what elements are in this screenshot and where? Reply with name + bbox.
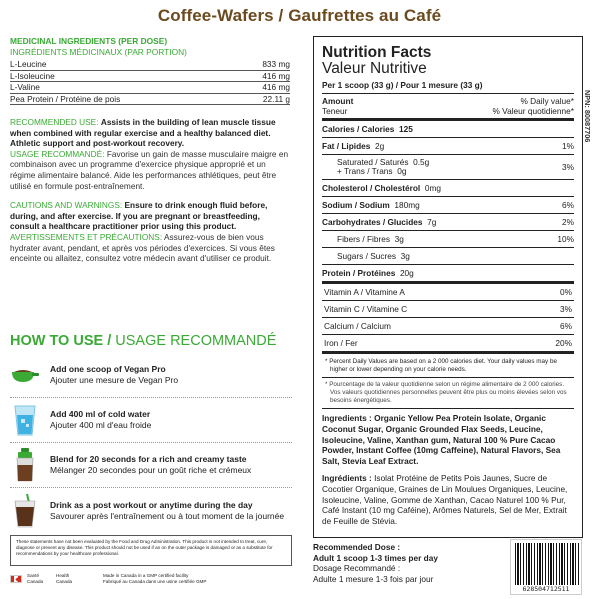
cholesterol-amount: 0mg xyxy=(424,183,441,193)
barcode-number: 628504712511 xyxy=(522,585,570,593)
nutrition-row-cholesterol xyxy=(322,180,574,197)
nutrition-row-saturated-trans xyxy=(322,155,574,180)
cautions-text-en: Ensure to drink enough fluid before, during, and after exercise. If you are pregnant or breastfeeding, consult a healthcare practitioner prior using this product. xyxy=(10,200,268,232)
dv-label-fr: % Valeur quotidienne* xyxy=(492,106,574,116)
how-to-use-heading-fr: USAGE RECOMMANDÉ xyxy=(115,333,277,349)
step-text-fr: Ajouter 400 ml d'eau froide xyxy=(50,420,152,430)
step-item xyxy=(10,443,292,488)
saturated-amount: 0.5g xyxy=(413,157,430,167)
sodium-label: Sodium / Sodium xyxy=(322,200,390,210)
ingredients-text-en: Organic Yellow Pea Protein Isolate, Organic Coconut Sugar, Organic Grounded Flax Seeds, Leucine, Isoleucine, Valine, Xanthan gum, Natural 100 % Pure Cacao Powder, Instant Coffee (10mg Caffeine), Natural Flavors, Sea Salt, Stevia Leaf Extract. xyxy=(322,413,561,467)
sugars-label: Sugars / Sucres xyxy=(337,251,397,261)
vitamin-label: Vitamin C / Vitamine C xyxy=(324,304,408,314)
ingredients-label-en: Ingredients : xyxy=(322,413,372,423)
medicinal-row xyxy=(10,82,290,94)
step-text-en: Add 400 ml of cold water xyxy=(50,409,151,419)
ingredients-text-fr: Isolat Protéine de Petits Pois Jaunes, Sucre de Cocotier Organique, Graines de Lin Moulues Organiques, Leucine, Isoleucine, Valine, Gomme de Xanthan, Cacao Naturel 100 % Pur, Café Instant (10 mg Caféine), Arômes Naturels, Sel de Mer, Extrait de Feuille de Stévia. xyxy=(322,472,568,527)
carbs-dv: 2% xyxy=(562,217,574,227)
medicinal-name: L-Isoleucine xyxy=(10,70,55,81)
nutrition-row-vitamin xyxy=(322,318,574,335)
medicinal-heading xyxy=(10,36,290,57)
footer xyxy=(10,573,206,584)
fat-amount: 2g xyxy=(375,141,385,151)
sat-trans-dv: 3% xyxy=(562,161,574,172)
nutrition-row-protein xyxy=(322,265,574,284)
nutrition-row-carbs xyxy=(322,214,574,231)
sodium-dv: 6% xyxy=(562,200,574,210)
step-item xyxy=(10,488,292,533)
ingredients-label-fr: Ingrédients : xyxy=(322,472,372,483)
dose-label-fr: Dosage Recommandé : xyxy=(313,563,401,573)
amount-label-en: Amount xyxy=(322,96,354,106)
canada-flag-icon xyxy=(10,575,22,583)
health-canada-fr: Santé Canada xyxy=(27,573,44,584)
vitamin-dv: 3% xyxy=(560,304,572,314)
dose-label-en: Recommended Dose : xyxy=(313,542,401,552)
fat-dv: 1% xyxy=(562,141,574,151)
vitamin-label: Iron / Fer xyxy=(324,338,358,348)
gmp-statement-fr: Fabriqué au Canada dans une usine certifiée GMP xyxy=(103,578,207,584)
ingredients-en xyxy=(322,409,574,467)
medicinal-row xyxy=(10,59,290,71)
fda-disclaimer: These statements have not been evaluated by the Food and Drug Administration. This product is not intended to treat, cure, diagnose or prevent any disease. This product should not be used if an on the outer package is damaged or as a substitute for recommendations by your healthcare professional. xyxy=(10,535,292,566)
nutrition-title-en: Nutrition Facts xyxy=(322,44,432,61)
ingredients-fr xyxy=(322,467,574,527)
nutrition-row-fat xyxy=(322,138,574,155)
calories-label: Calories / Calories xyxy=(322,124,395,134)
gmp-statement-en: Made in Canada in a GMP certified facility xyxy=(103,573,189,578)
cholesterol-label: Cholesterol / Cholestérol xyxy=(322,183,421,193)
step-text-en: Drink as a post workout or anytime during the day xyxy=(50,499,253,510)
vitamin-dv: 0% xyxy=(560,287,572,297)
vitamin-label: Calcium / Calcium xyxy=(324,321,391,331)
vitamin-dv: 6% xyxy=(560,321,572,331)
nutrition-row-vitamin xyxy=(322,284,574,301)
medicinal-value: 833 mg xyxy=(262,59,290,69)
recommended-use-label-fr: USAGE RECOMMANDÉ: xyxy=(10,148,105,159)
step-text-en: Blend for 20 seconds for a rich and creamy taste xyxy=(50,454,247,464)
fibres-amount: 3g xyxy=(394,234,404,244)
cautions-text-fr: Assurez-vous de bien vous hydrater avant, pendant, et après vos périodes d'exercices. Si vous êtes enceinte ou allaitez, consultez votre médecin avant d'utiliser ce produit. xyxy=(10,231,275,264)
cautions-label-en: CAUTIONS AND WARNINGS: xyxy=(10,200,123,211)
recommended-dose xyxy=(313,542,438,584)
step-item xyxy=(10,353,292,398)
npn-number: NPN: 80087706 xyxy=(583,90,592,143)
medicinal-name: L-Leucine xyxy=(10,59,47,69)
medicinal-value: 22.11 g xyxy=(262,93,290,104)
how-to-use-heading xyxy=(10,333,276,349)
gmp-statement xyxy=(103,573,206,584)
carbs-label: Carbohydrates / Glucides xyxy=(322,217,423,227)
step-text-fr: Ajouter une mesure de Vegan Pro xyxy=(50,375,179,385)
fibres-dv: 10% xyxy=(557,234,574,244)
nutrition-row-sodium xyxy=(322,197,574,214)
medicinal-heading-fr: INGRÉDIENTS MÉDICINAUX (PAR PORTION) xyxy=(10,46,187,57)
barcode xyxy=(510,539,582,595)
shaker-bottle-icon xyxy=(10,447,40,483)
nutrition-row-calories xyxy=(322,121,574,138)
medicinal-row xyxy=(10,94,290,106)
how-to-steps xyxy=(10,353,292,533)
carbs-amount: 7g xyxy=(427,217,437,227)
nutrition-footnote-en: * Percent Daily Values are based on a 2 000 calories diet. Your daily values may be higher or lower depending on your calorie needs. xyxy=(322,354,574,378)
recommended-use-text-en: Assists in the building of lean muscle tissue when combined with regular exercise and a healthy balanced diet. Athletic support and post-workout recovery. xyxy=(10,117,276,149)
medicinal-table xyxy=(10,59,290,105)
protein-label: Protein / Protéines xyxy=(322,268,396,278)
product-title: Coffee-Wafers / Gaufrettes au Café xyxy=(157,6,442,25)
left-column xyxy=(10,36,290,264)
how-to-use-heading-en: HOW TO USE / xyxy=(10,333,112,349)
dose-text-en: Adult 1 scoop 1-3 times per day xyxy=(313,552,438,563)
medicinal-value: 416 mg xyxy=(262,82,290,92)
barcode-bars xyxy=(515,543,579,585)
dose-text-fr: Adulte 1 mesure 1-3 fois par jour xyxy=(313,573,434,584)
water-cup-icon xyxy=(10,402,40,438)
cautions xyxy=(10,200,290,264)
step-text-fr: Savourer après l'entraînement ou à tout moment de la journée xyxy=(50,510,285,521)
medicinal-row xyxy=(10,71,290,83)
nutrition-title-fr: Valeur Nutritive xyxy=(322,60,427,77)
dv-label-en: % Daily value* xyxy=(520,96,574,106)
nutrition-row-fibres xyxy=(322,231,574,248)
sodium-amount: 180mg xyxy=(394,200,420,210)
fibres-label: Fibers / Fibres xyxy=(337,234,391,244)
recommended-use-text-fr: Favorise un gain de masse musculaire maigre en combinaison avec un programme d'exercice physique approprié et un régime alimentaire balancé. Aide les performances athlétiques, peut être utilisé en formule post-entraînement. xyxy=(10,148,289,191)
health-canada-en: Health Canada xyxy=(56,573,73,584)
scoop-icon xyxy=(10,357,40,393)
recommended-use xyxy=(10,117,290,191)
step-text-en: Add one scoop of Vegan Pro xyxy=(50,364,166,374)
medicinal-name: Pea Protein / Protéine de pois xyxy=(10,93,121,104)
nutrition-row-sugars xyxy=(322,248,574,265)
nutrition-header xyxy=(322,94,574,121)
medicinal-value: 416 mg xyxy=(262,70,290,81)
saturated-label: Saturated / Saturés xyxy=(337,157,409,167)
nutrition-facts-panel xyxy=(313,36,583,538)
fat-label: Fat / Lipides xyxy=(322,141,371,151)
drink-glass-icon xyxy=(10,493,40,529)
vitamin-dv: 20% xyxy=(555,338,572,348)
recommended-use-label-en: RECOMMENDED USE: xyxy=(10,117,99,127)
calories-value: 125 xyxy=(399,124,413,134)
step-item xyxy=(10,398,292,443)
trans-label: + Trans / Trans xyxy=(337,166,393,176)
trans-amount: 0g xyxy=(397,166,407,176)
medicinal-heading-en: MEDICINAL INGREDIENTS (PER DOSE) xyxy=(10,36,168,46)
sugars-amount: 3g xyxy=(400,251,410,261)
nutrition-footnote-fr: * Pourcentage de la valeur quotidienne selon un régime alimentaire de 2 000 calories. Vos valeurs quotidiennes personnelles peuvent être plus ou moins élevées selon vos besoins énergétiques. xyxy=(322,378,574,409)
step-text-fr: Mélanger 20 secondes pour un goût riche et crémeux xyxy=(50,465,252,475)
medicinal-name: L-Valine xyxy=(10,82,40,92)
vitamin-label: Vitamin A / Vitamine A xyxy=(324,287,405,297)
nutrition-row-vitamin xyxy=(322,301,574,318)
cautions-label-fr: AVERTISSEMENTS ET PRÉCAUTIONS: xyxy=(10,231,163,242)
serving-size: Per 1 scoop (33 g) / Pour 1 mesure (33 g) xyxy=(322,80,574,94)
amount-label-fr: Teneur xyxy=(322,106,348,116)
protein-amount: 20g xyxy=(399,268,414,278)
nutrition-row-vitamin xyxy=(322,335,574,354)
